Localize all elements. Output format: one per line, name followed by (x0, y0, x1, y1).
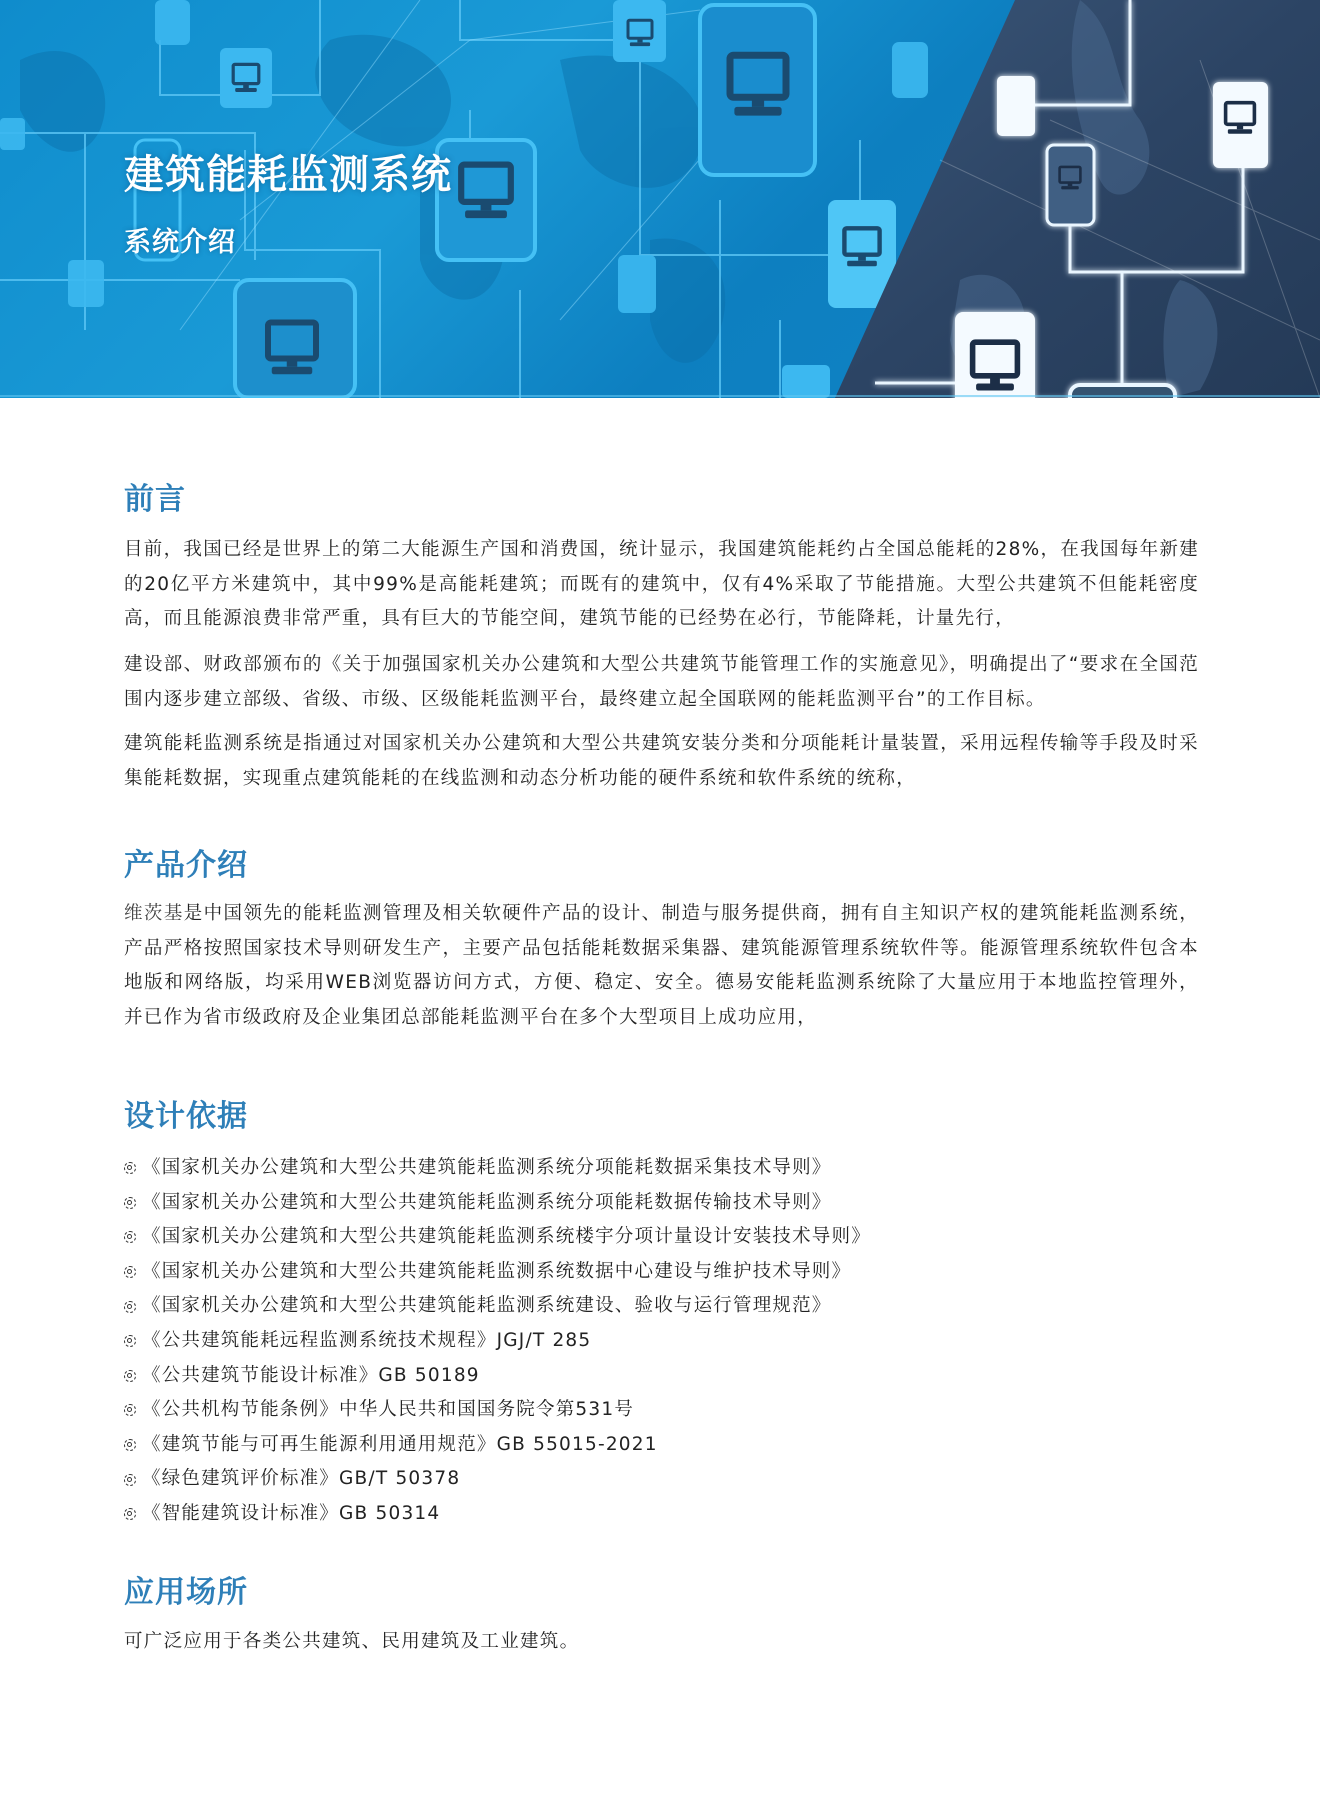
section-title-basis: 设计依据 (124, 1099, 248, 1134)
standard-title: 《国家机关办公建筑和大型公共建筑能耗监测系统数据中心建设与维护技术导则》 (142, 1260, 852, 1282)
dashed-circle-bullet-icon (124, 1370, 136, 1382)
standards-list-item (124, 1324, 871, 1359)
dashed-circle-bullet-icon (124, 1231, 136, 1243)
header-banner (0, 0, 1320, 398)
dashed-circle-bullet-icon (124, 1197, 136, 1209)
product-description: 是中国领先的能耗监测管理及相关软硬件产品的设计、制造与服务提供商，拥有自主知识产权的建筑能耗监测系统，产品严格按照国家技术导则研发生产，主要产品包括能耗数据采集器、建筑能源管理系统软件等。能源管理系统软件包含本地版和网络版，均采用WEB浏览器访问方式，方便、稳定、安全。德易安能耗监测系统除了大量应用于本地监控管理外，并已作为省市级政府及企业集团总部能耗监测平台在多个大型项目上成功应用， (124, 903, 1199, 1028)
standard-title: 《智能建筑设计标准》GB 50314 (142, 1502, 441, 1524)
standards-list-item (124, 1497, 871, 1532)
product-paragraph (124, 897, 1199, 1035)
standards-list-item (124, 1151, 871, 1186)
preface-paragraph-3: 建筑能耗监测系统是指通过对国家机关办公建筑和大型公共建筑安装分类和分项能耗计量装置，采用远程传输等手段及时采集能耗数据，实现重点建筑能耗的在线监测和动态分析功能的硬件系统和软件系统的统称， (124, 733, 1199, 789)
section-title-product: 产品介绍 (124, 848, 248, 883)
dashed-circle-bullet-icon (124, 1404, 136, 1416)
standard-title: 《国家机关办公建筑和大型公共建筑能耗监测系统建设、验收与运行管理规范》 (142, 1295, 832, 1317)
dashed-circle-bullet-icon (124, 1266, 136, 1278)
standard-title: 《公共建筑能耗远程监测系统技术规程》JGJ/T 285 (142, 1329, 592, 1351)
standards-list-item (124, 1289, 871, 1324)
standards-list-item (124, 1220, 871, 1255)
dashed-circle-bullet-icon (124, 1301, 136, 1313)
standard-title: 《绿色建筑评价标准》GB/T 50378 (142, 1468, 461, 1490)
standards-list-item (124, 1462, 871, 1497)
standards-list-item (124, 1393, 871, 1428)
standard-title: 《国家机关办公建筑和大型公共建筑能耗监测系统分项能耗数据传输技术导则》 (142, 1191, 832, 1213)
banner-subtitle: 系统介绍 (124, 227, 236, 258)
brand-name: 维茨基 (124, 903, 184, 924)
standards-list-item (124, 1255, 871, 1290)
standard-title: 《建筑节能与可再生能源利用通用规范》GB 55015-2021 (142, 1433, 658, 1455)
section-title-preface: 前言 (124, 482, 186, 517)
standard-title: 《国家机关办公建筑和大型公共建筑能耗监测系统分项能耗数据采集技术导则》 (142, 1157, 832, 1178)
dashed-circle-bullet-icon (124, 1162, 136, 1174)
section-title-application: 应用场所 (124, 1575, 248, 1610)
standards-list-item (124, 1428, 871, 1463)
standards-list-item (124, 1359, 871, 1394)
dashed-circle-bullet-icon (124, 1335, 136, 1347)
standards-list-item (124, 1186, 871, 1221)
standard-title: 《公共建筑节能设计标准》GB 50189 (142, 1364, 480, 1386)
dashed-circle-bullet-icon (124, 1508, 136, 1520)
dashed-circle-bullet-icon (124, 1439, 136, 1451)
preface-paragraph-1: 目前，我国已经是世界上的第二大能源生产国和消费国，统计显示，我国建筑能耗约占全国总能耗的28%，在我国每年新建的20亿平方米建筑中，其中99%是高能耗建筑；而既有的建筑中，仅有4%采取了节能措施。大型公共建筑不但能耗密度高，而且能源浪费非常严重，具有巨大的节能空间，建筑节能的已经势在必行，节能降耗，计量先行， (124, 539, 1199, 629)
standard-title: 《公共机构节能条例》中华人民共和国国务院令第531号 (142, 1399, 635, 1421)
preface-paragraph-2: 建设部、财政部颁布的《关于加强国家机关办公建筑和大型公共建筑节能管理工作的实施意见》，明确提出了“要求在全国范围内逐步建立部级、省级、市级、区级能耗监测平台，最终建立起全国联网的能耗监测平台”的工作目标。 (124, 654, 1199, 710)
banner-title: 建筑能耗监测系统 (124, 152, 452, 198)
standards-list (124, 1151, 871, 1532)
application-paragraph: 可广泛应用于各类公共建筑、民用建筑及工业建筑。 (124, 1631, 580, 1652)
standard-title: 《国家机关办公建筑和大型公共建筑能耗监测系统楼宇分项计量设计安装技术导则》 (142, 1226, 871, 1248)
dashed-circle-bullet-icon (124, 1474, 136, 1486)
